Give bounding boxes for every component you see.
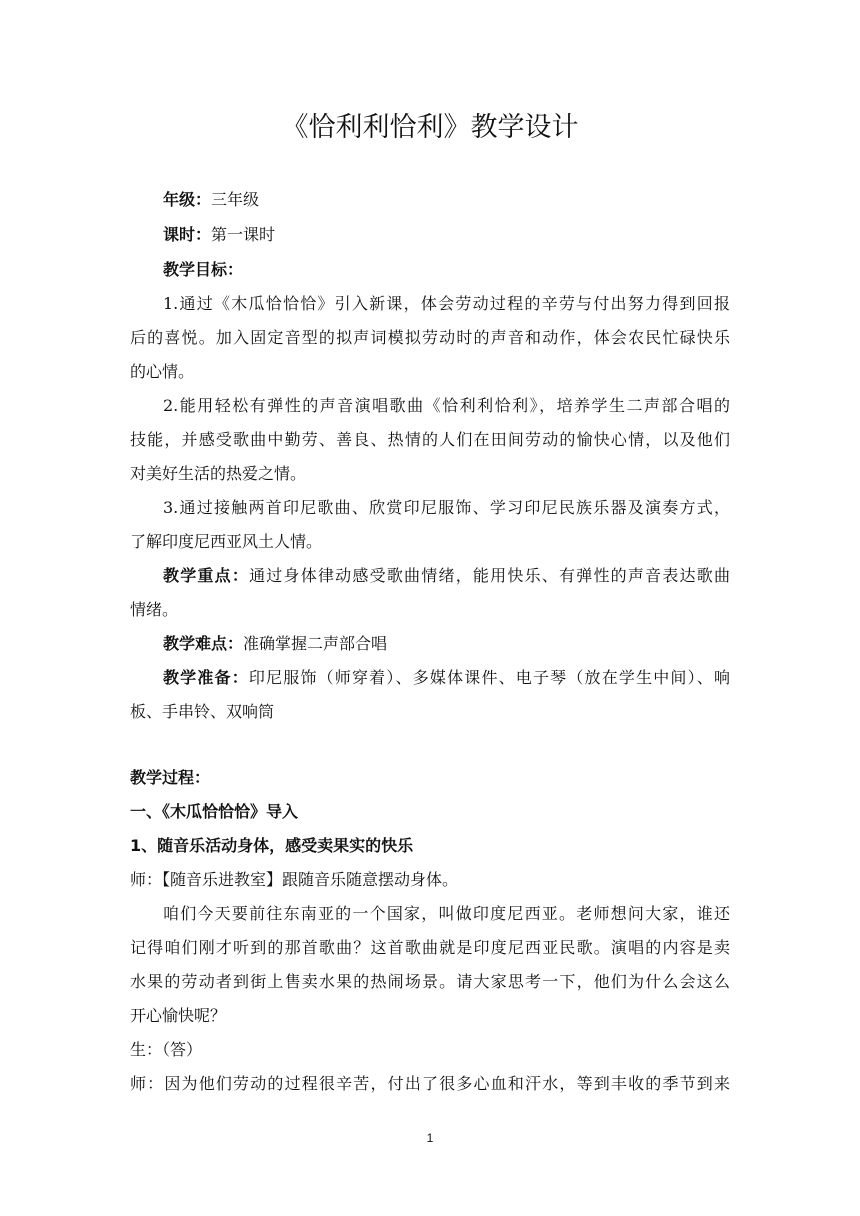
preparation-line: 板、手串铃、双响筒 [130, 702, 275, 721]
difficulty-line [163, 633, 730, 655]
objective-line: 的心情。 [130, 362, 195, 381]
objective-line: 3.通过接触两首印尼歌曲、欣赏印尼服饰、学习印尼民族乐器及演奏方式， [163, 498, 730, 517]
grade-value: 三年级 [211, 190, 260, 209]
objective-line: 2.能用轻松有弹性的声音演唱歌曲《恰利利恰利》，培养学生二声部合唱的 [163, 396, 730, 415]
paragraph-line: 咱们今天要前往东南亚的一个国家，叫做印度尼西亚。老师想问大家，谁还 [163, 904, 730, 923]
period-value: 第一课时 [211, 225, 276, 244]
key-point-label: 教学重点： [163, 566, 250, 585]
objective-line: 了解印度尼西亚风土人情。 [130, 532, 323, 551]
difficulty-text: 准确掌握二声部合唱 [243, 634, 388, 653]
grade-line [163, 189, 730, 211]
objective-line: 1.通过《木瓜恰恰恰》引入新课，体会劳动过程的辛劳与付出努力得到回报 [163, 294, 730, 313]
section-heading: 一、《木瓜恰恰恰》导入 [130, 802, 299, 821]
teacher-line: 师：【随音乐进教室】跟随音乐随意摆动身体。 [130, 870, 459, 889]
document-title: 《恰利利恰利》教学设计 [281, 112, 579, 143]
preparation-label: 教学准备： [163, 668, 249, 687]
preparation-text: 印尼服饰（师穿着）、多媒体课件、电子琴（放在学生中间）、响 [248, 668, 730, 687]
objective-line: 技能，并感受歌曲中勤劳、善良、热情的人们在田间劳动的愉快心情，以及他们 [130, 430, 730, 449]
paragraph-line: 开心愉快呢？ [130, 1006, 227, 1025]
student-line: 生：（答） [130, 1040, 203, 1059]
key-point-line: 情绪。 [130, 600, 179, 619]
objective-line: 后的喜悦。加入固定音型的拟声词模拟劳动时的声音和动作，体会农民忙碌快乐 [130, 328, 730, 347]
paragraph-line: 记得咱们刚才听到的那首歌曲？这首歌曲就是印度尼西亚民歌。演唱的内容是卖 [130, 938, 730, 957]
difficulty-label: 教学难点： [163, 634, 244, 653]
key-point-line [163, 565, 730, 587]
grade-label: 年级： [163, 190, 212, 209]
key-point-text: 通过身体律动感受歌曲情绪，能用快乐、有弹性的声音表达歌曲 [249, 566, 730, 585]
objectives-label: 教学目标： [163, 260, 244, 279]
subsection-heading: 1、随音乐活动身体，感受卖果实的快乐 [130, 836, 414, 855]
teacher-line: 师：因为他们劳动的过程很辛苦，付出了很多心血和汗水，等到丰收的季节到来 [130, 1074, 730, 1093]
period-label: 课时： [163, 225, 212, 244]
page-number: 1 [426, 1131, 434, 1145]
period-line [163, 224, 730, 246]
paragraph-line: 水果的劳动者到街上售卖水果的热闹场景。请大家思考一下，他们为什么会这么 [130, 972, 730, 991]
preparation-line [163, 667, 730, 689]
objective-line: 对美好生活的热爱之情。 [130, 464, 307, 483]
process-label: 教学过程： [130, 768, 211, 787]
